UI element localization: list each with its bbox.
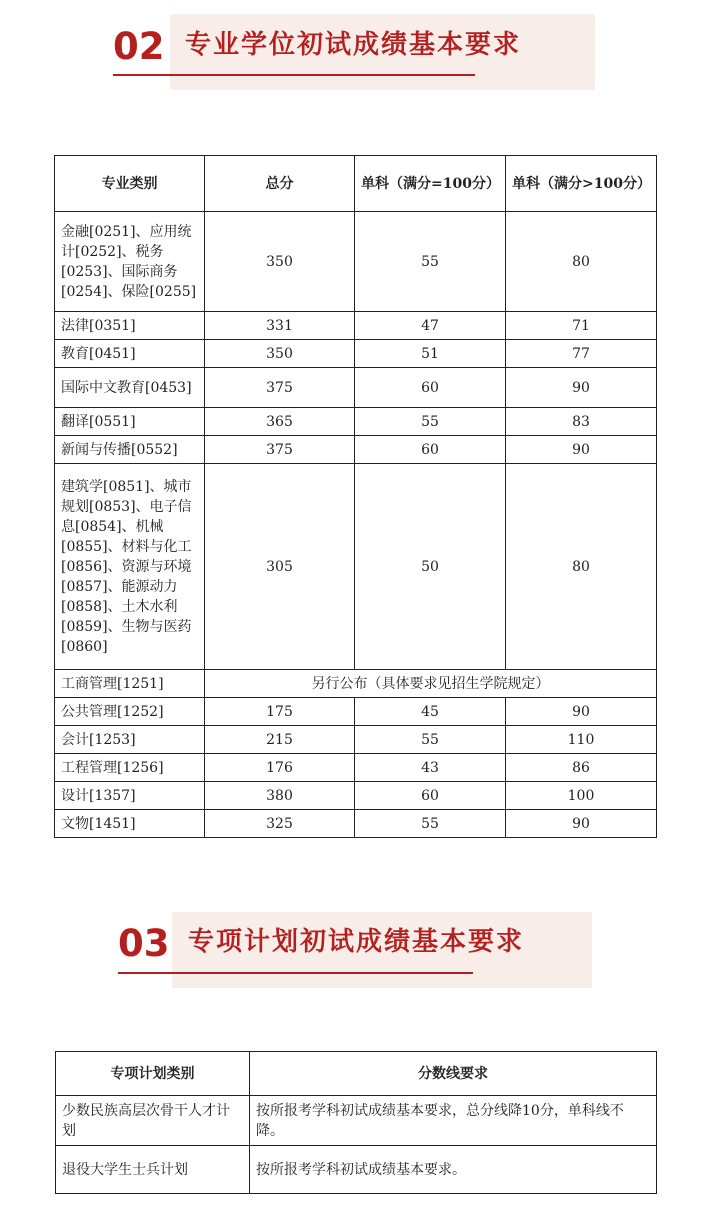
header-category: 专业类别 <box>55 156 205 212</box>
table-header-row <box>56 1052 657 1096</box>
section-number: 02 <box>113 25 165 68</box>
table-row <box>55 754 657 782</box>
category-cell: 公共管理[1252] <box>55 698 205 726</box>
single-100-cell: 55 <box>355 212 506 312</box>
category-cell: 国际中文教育[0453] <box>55 368 205 408</box>
table-header-row <box>55 156 657 212</box>
total-cell: 325 <box>205 810 355 838</box>
single-over-100-cell: 80 <box>506 464 657 670</box>
category-cell: 教育[0451] <box>55 340 205 368</box>
category-cell: 金融[0251]、应用统计[0252]、税务[0253]、国际商务[0254]、保险[0255] <box>55 212 205 312</box>
table-row <box>55 312 657 340</box>
requirement-cell: 按所报考学科初试成绩基本要求，总分线降10分，单科线不降。 <box>250 1096 657 1146</box>
table-row <box>55 340 657 368</box>
section-number: 03 <box>118 922 170 965</box>
single-over-100-cell: 90 <box>506 436 657 464</box>
table-row <box>56 1146 657 1194</box>
single-100-cell: 43 <box>355 754 506 782</box>
single-100-cell: 60 <box>355 782 506 810</box>
header-single-over-100: 单科（满分>100分） <box>506 156 657 212</box>
section-title: 专业学位初试成绩基本要求 <box>185 30 522 60</box>
category-cell: 新闻与传播[0552] <box>55 436 205 464</box>
table-row <box>55 436 657 464</box>
single-100-cell: 60 <box>355 368 506 408</box>
single-over-100-cell: 110 <box>506 726 657 754</box>
category-cell: 会计[1253] <box>55 726 205 754</box>
total-cell: 305 <box>205 464 355 670</box>
single-over-100-cell: 90 <box>506 810 657 838</box>
table-row-mba <box>55 670 657 698</box>
single-over-100-cell: 90 <box>506 698 657 726</box>
special-plan-score-table <box>55 1051 657 1194</box>
category-cell: 文物[1451] <box>55 810 205 838</box>
single-100-cell: 55 <box>355 408 506 436</box>
table-row <box>55 212 657 312</box>
category-cell: 设计[1357] <box>55 782 205 810</box>
plan-category-cell: 少数民族高层次骨干人才计划 <box>56 1096 250 1146</box>
table-row <box>55 810 657 838</box>
category-cell: 建筑学[0851]、城市规划[0853]、电子信息[0854]、机械[0855]、材料与化工[0856]、资源与环境[0857]、能源动力[0858]、土木水利[0859]、生物与医药[0860] <box>55 464 205 670</box>
table-row <box>56 1096 657 1146</box>
table-row <box>55 782 657 810</box>
total-cell: 350 <box>205 212 355 312</box>
section-title: 专项计划初试成绩基本要求 <box>188 927 525 957</box>
single-over-100-cell: 90 <box>506 368 657 408</box>
table-row <box>55 368 657 408</box>
single-over-100-cell: 77 <box>506 340 657 368</box>
total-cell: 331 <box>205 312 355 340</box>
category-cell: 翻译[0551] <box>55 408 205 436</box>
single-over-100-cell: 71 <box>506 312 657 340</box>
single-100-cell: 45 <box>355 698 506 726</box>
single-over-100-cell: 100 <box>506 782 657 810</box>
total-cell: 375 <box>205 436 355 464</box>
announcement-note-cell: 另行公布（具体要求见招生学院规定） <box>205 670 657 698</box>
single-100-cell: 55 <box>355 810 506 838</box>
plan-category-cell: 退役大学生士兵计划 <box>56 1146 250 1194</box>
single-over-100-cell: 86 <box>506 754 657 782</box>
table-row <box>55 726 657 754</box>
category-cell: 工商管理[1251] <box>55 670 205 698</box>
single-100-cell: 60 <box>355 436 506 464</box>
single-100-cell: 55 <box>355 726 506 754</box>
header-plan-category: 专项计划类别 <box>56 1052 250 1096</box>
section-underline <box>118 972 473 974</box>
single-over-100-cell: 83 <box>506 408 657 436</box>
requirement-cell: 按所报考学科初试成绩基本要求。 <box>250 1146 657 1194</box>
total-cell: 375 <box>205 368 355 408</box>
total-cell: 215 <box>205 726 355 754</box>
total-cell: 380 <box>205 782 355 810</box>
category-cell: 法律[0351] <box>55 312 205 340</box>
total-cell: 175 <box>205 698 355 726</box>
total-cell: 365 <box>205 408 355 436</box>
total-cell: 350 <box>205 340 355 368</box>
header-single-100: 单科（满分=100分） <box>355 156 506 212</box>
table-row <box>55 698 657 726</box>
header-total: 总分 <box>205 156 355 212</box>
section-underline <box>113 74 475 76</box>
single-100-cell: 47 <box>355 312 506 340</box>
table-row <box>55 464 657 670</box>
header-score-requirement: 分数线要求 <box>250 1052 657 1096</box>
category-cell: 工程管理[1256] <box>55 754 205 782</box>
single-over-100-cell: 80 <box>506 212 657 312</box>
single-100-cell: 51 <box>355 340 506 368</box>
single-100-cell: 50 <box>355 464 506 670</box>
professional-degree-score-table <box>54 155 657 838</box>
table-row <box>55 408 657 436</box>
total-cell: 176 <box>205 754 355 782</box>
